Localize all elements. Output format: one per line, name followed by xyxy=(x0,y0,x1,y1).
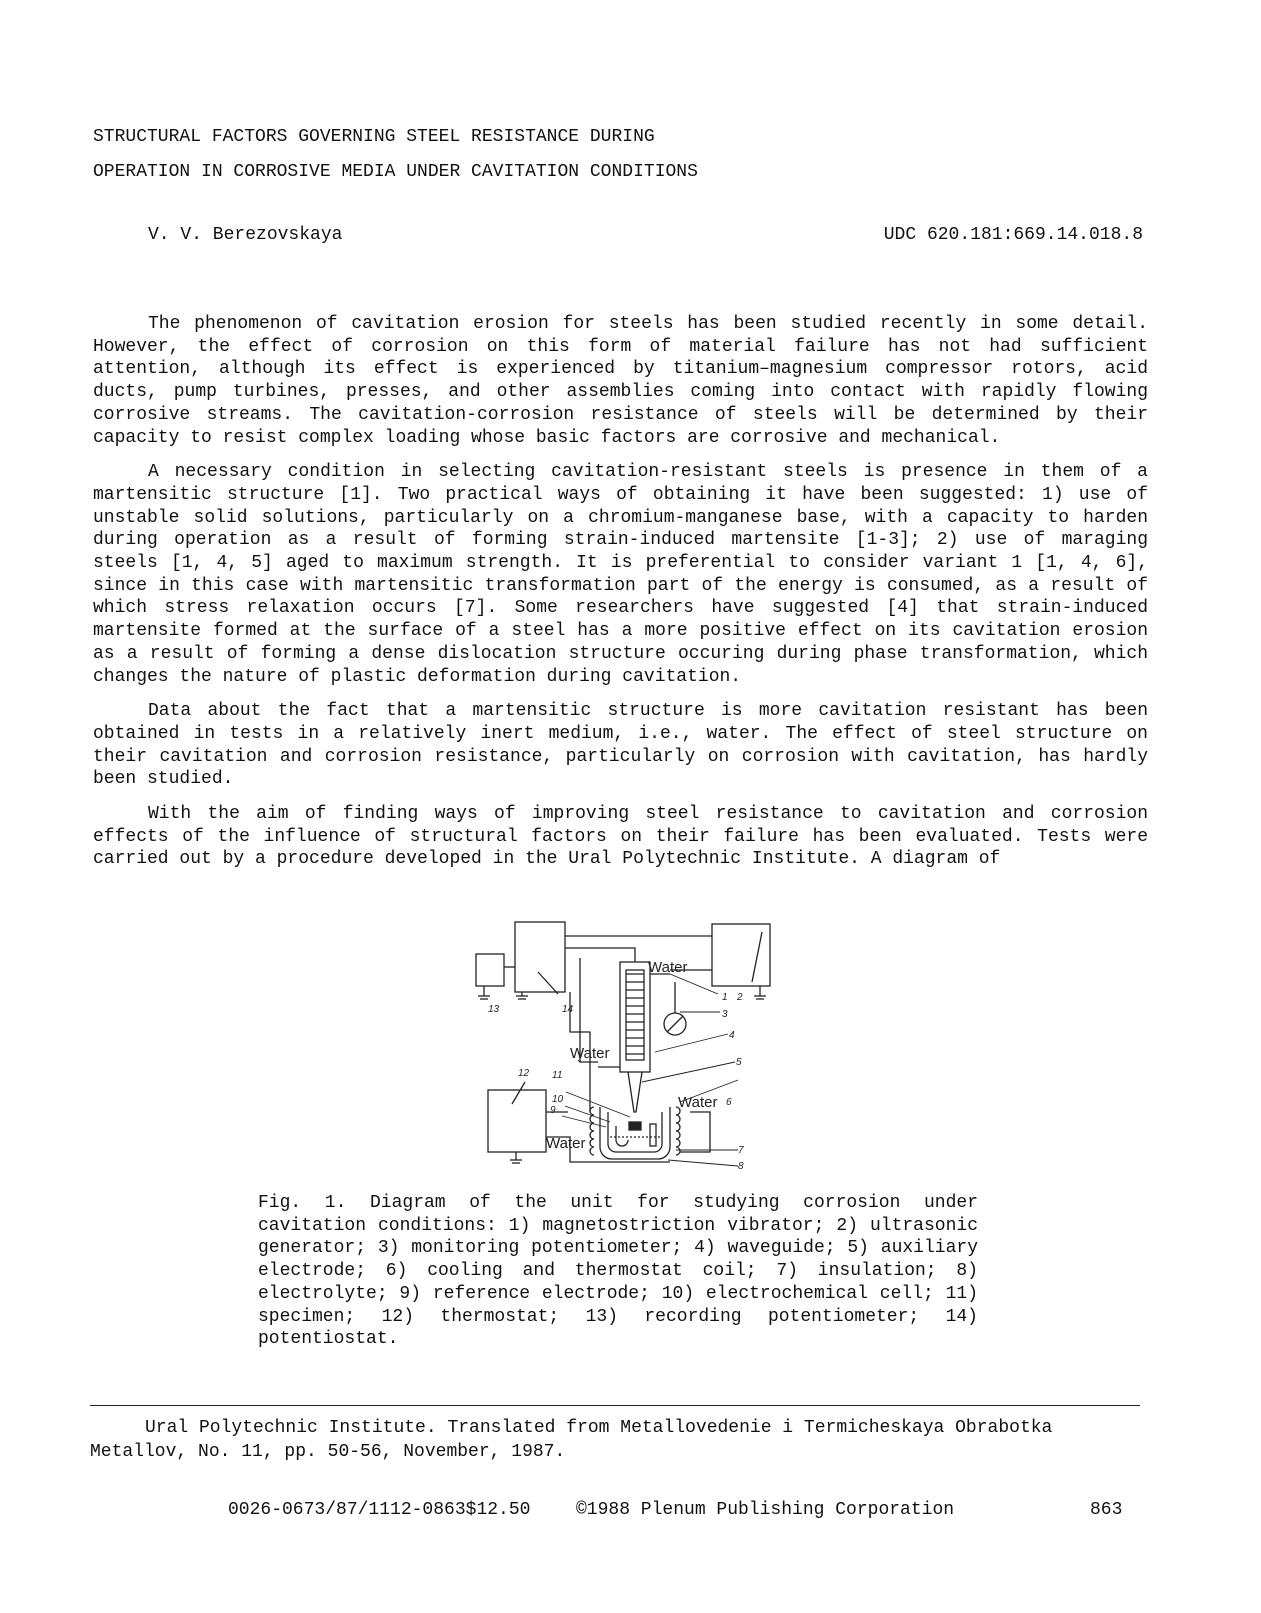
fig-label-9: 9 xyxy=(550,1105,556,1116)
body-text xyxy=(93,313,1148,883)
footnote: Ural Polytechnic Institute. Translated from Metallovedenie i Termicheskaya Obrabotka Metallov, No. 11, pp. 50-56, November, 1987. xyxy=(90,1418,1053,1462)
udc-code: UDC 620.181:669.14.018.8 xyxy=(883,225,1143,245)
paragraph-1: The phenomenon of cavitation erosion for steels has been studied recently in some detail. However, the effect of corrosion on this form of material failure has not had sufficient attention, although its effect is experienced by titanium–magnesium compressor rotors, acid ducts, pump turbines, presses, and other assemblies coming into contact with rapidly flowing corrosive streams. The cavitation-corrosion resistance of steels will be determined by their capacity to resist complex loading whose basic factors are corrosive and mechanical. xyxy=(93,314,1148,448)
water-label-1: Water xyxy=(648,959,688,976)
fig-label-4: 4 xyxy=(729,1030,735,1041)
vibrator-1 xyxy=(620,962,650,1072)
title-line-1: STRUCTURAL FACTORS GOVERNING STEEL RESISTANCE DURING xyxy=(93,127,655,147)
fig-label-2: 2 xyxy=(737,992,743,1003)
box-12 xyxy=(488,1090,546,1152)
paragraph-4: With the aim of finding ways of improving steel resistance to cavitation and corrosion effects of the influence of structural factors on their failure has been evaluated. Tests were carried out by a procedure developed in the Ural Polytechnic Institute. A diagram of xyxy=(93,804,1148,870)
fig-label-8: 8 xyxy=(738,1161,744,1172)
fig-label-12: 12 xyxy=(518,1068,530,1079)
page-number: 863 xyxy=(1090,1500,1123,1520)
fig-label-7: 7 xyxy=(738,1145,744,1156)
fig-label-14: 14 xyxy=(562,1004,574,1015)
fig-label-3: 3 xyxy=(722,1009,728,1020)
fig-label-11: 11 xyxy=(552,1070,563,1081)
footnote-divider xyxy=(90,1405,1140,1406)
title-line-2: OPERATION IN CORROSIVE MEDIA UNDER CAVITATION CONDITIONS xyxy=(93,162,698,182)
fig-label-13: 13 xyxy=(488,1004,500,1015)
article-title xyxy=(93,120,698,190)
author-name: V. V. Berezovskaya xyxy=(148,225,343,245)
water-label-3: Water xyxy=(678,1094,718,1111)
fig-label-5: 5 xyxy=(736,1057,742,1068)
water-label-2: Water xyxy=(570,1045,610,1062)
cell-10 xyxy=(600,1107,670,1159)
paragraph-2: A necessary condition in selecting cavitation-resistant steels is presence in them of a martensitic structure [1]. Two practical ways of obtaining it have been suggested: 1) use of unstable solid solutions, particularly on a chromium-manganese base, with a capacity to harden during operation as a result of forming strain-induced martensite [1-3]; 2) use of maraging steels [1, 4, 5] aged to maximum strength. It is preferential to consider variant 1 [1, 4, 6], since in this case with martensitic transformation part of the energy is consumed, as a result of which stress relaxation occurs [7]. Some researchers have suggested [4] that strain-induced martensite formed at the surface of a steel has a more positive effect on its cavitation erosion as a result of forming a dense dislocation structure occuring during phase transformation, which changes the nature of plastic deformation during cavitation. xyxy=(93,462,1148,687)
box-14 xyxy=(515,922,565,992)
fig-label-1: 1 xyxy=(722,992,728,1003)
water-label-4: Water xyxy=(546,1135,586,1152)
box-13 xyxy=(476,954,504,986)
figure-caption: Fig. 1. Diagram of the unit for studying corrosion under cavitation conditions: 1) magnetostriction vibrator; 2) ultrasonic generator; 3) monitoring potentiometer; 4) waveguide; 5) auxiliary electrode; 6) cooling and thermostat coil; 7) insulation; 8) electrolyte; 9) reference electrode; 10) electrochemical cell; 11) specimen; 12) thermostat; 13) recording potentiometer; 14) potentiostat. xyxy=(258,1193,978,1350)
issn-code: 0026-0673/87/1112-0863$12.50 xyxy=(228,1500,531,1520)
fig-label-6: 6 xyxy=(726,1097,732,1108)
paragraph-3: Data about the fact that a martensitic structure is more cavitation resistant has been obtained in tests in a relatively inert medium, i.e., water. The effect of steel structure on their cavitation and corrosion resistance, particularly on corrosion with cavitation, has hardly been studied. xyxy=(93,701,1148,790)
apparatus-diagram xyxy=(470,912,780,1187)
copyright: ©1988 Plenum Publishing Corporation xyxy=(576,1500,955,1520)
fig-label-10: 10 xyxy=(552,1094,564,1105)
